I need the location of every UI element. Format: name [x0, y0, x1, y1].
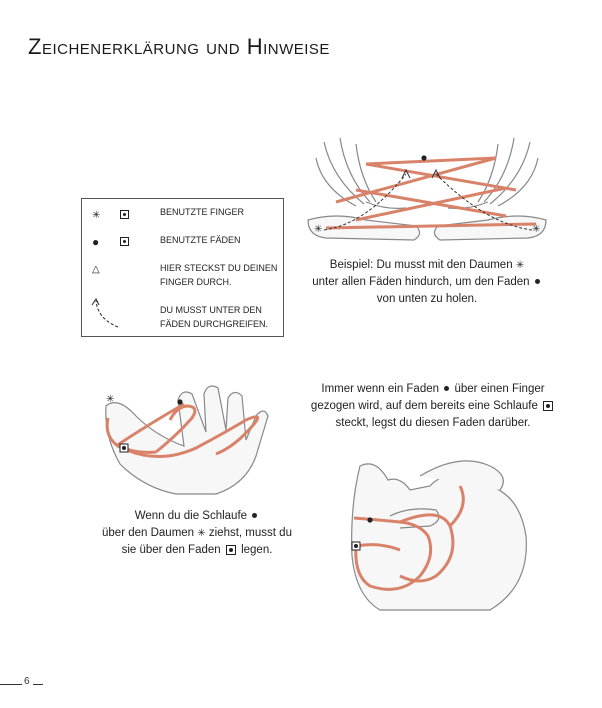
page-title: Zeichenerklärung und Hinweise	[28, 34, 330, 59]
square-dot-icon	[120, 237, 129, 249]
square-dot-icon	[543, 401, 553, 411]
caption-example-line2: unter allen Fäden hindurch, um den Faden	[312, 276, 530, 288]
dot-icon	[444, 386, 449, 391]
legend-label-finger-through: HIER STECKST DU DEINEN FINGER DURCH.	[160, 263, 278, 287]
dashed-arrow-icon	[88, 297, 122, 331]
dot-icon: ●	[92, 235, 100, 249]
caption-loop	[302, 381, 564, 432]
legend-label-reach-under: DU MUSST UNTER DEN FÄDEN DURCHGREIFEN.	[160, 305, 269, 329]
caption-thumb-line1: Wenn du die Schlaufe	[134, 510, 248, 522]
triangle-icon: △	[92, 264, 100, 275]
caption-example	[304, 257, 550, 308]
caption-thumb-line3b: legen.	[241, 544, 273, 556]
page-number-line-right	[33, 684, 43, 685]
legend-box	[81, 198, 284, 337]
svg-text:✳: ✳	[314, 224, 323, 235]
dot-icon	[535, 279, 540, 284]
square-dot-icon	[226, 545, 236, 555]
dot-icon	[252, 513, 257, 518]
caption-thumb	[100, 508, 294, 559]
caption-loop-line2: gezogen wird, auf dem bereits eine Schlaufe	[310, 400, 538, 412]
square-star-icon	[120, 210, 129, 222]
svg-text:✳: ✳	[106, 394, 115, 405]
illustration-hands-example	[296, 128, 558, 252]
star-icon: ✳	[515, 260, 525, 271]
caption-loop-line3: steckt, legst du diesen Faden darüber.	[335, 417, 531, 429]
caption-example-line1: Beispiel: Du musst mit den Daumen	[329, 259, 513, 271]
page-number-line-left	[0, 684, 22, 685]
illustration-hand-thumb	[96, 376, 278, 498]
caption-thumb-line3a: sie über den Faden	[121, 544, 221, 556]
legend-label-finger: BENUTZTE FINGER	[160, 207, 245, 217]
star-icon: ✳	[92, 210, 101, 221]
caption-thumb-line2b: ziehst, musst du	[208, 527, 292, 539]
caption-loop-line1b: über einen Finger	[454, 383, 545, 395]
legend-label-threads: BENUTZTE FÄDEN	[160, 235, 241, 245]
svg-text:✳: ✳	[532, 224, 541, 235]
caption-example-line3: von unten zu holen.	[376, 293, 478, 305]
caption-thumb-line2a: über den Daumen	[102, 527, 195, 539]
star-icon: ✳	[197, 528, 206, 539]
caption-loop-line1: Immer wenn ein Faden	[321, 383, 440, 395]
illustration-hand-loop	[340, 446, 536, 614]
page-number-text: 6	[24, 676, 30, 687]
